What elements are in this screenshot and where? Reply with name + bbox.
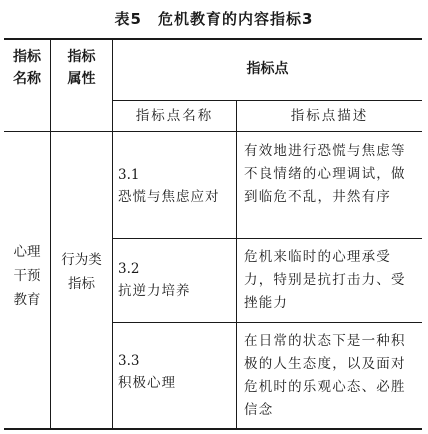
bottom-rule <box>4 428 422 430</box>
col-divider-2 <box>112 38 113 430</box>
header-indicator-attribute: 指标 属性 <box>67 49 96 87</box>
header-rule <box>4 131 422 132</box>
indicator-name: 心理 干预 教育 <box>13 244 41 308</box>
point-description: 危机来临时的心理承受力，特别是抗打击力、受挫能力 <box>244 249 406 311</box>
top-rule <box>4 38 422 40</box>
point-name-cell <box>118 258 234 302</box>
header-indicator-name: 指标 名称 <box>13 49 41 87</box>
row-rule-2 <box>112 322 422 323</box>
point-name-cell <box>118 350 234 394</box>
point-number: 3.2 <box>118 261 140 277</box>
point-number: 3.1 <box>118 167 140 183</box>
point-name: 恐慌与焦虑应对 <box>118 189 220 205</box>
point-name-cell <box>118 164 234 208</box>
col-divider-3 <box>236 100 237 430</box>
point-description: 有效地进行恐慌与焦虑等不良情绪的心理调试，做到临危不乱，井然有序 <box>244 143 406 205</box>
col-divider-1 <box>50 38 51 430</box>
indicator-attribute: 行为类 指标 <box>61 252 102 292</box>
point-name: 积极心理 <box>118 375 176 391</box>
header-point-name: 指标点名称 <box>135 108 214 124</box>
header-indicator-points: 指标点 <box>246 61 289 77</box>
indicator-table <box>4 38 422 430</box>
row-rule-1 <box>112 238 422 239</box>
point-number: 3.3 <box>118 353 140 369</box>
table-caption: 表5 危机教育的内容指标3 <box>114 10 314 28</box>
subheader-rule <box>112 100 422 101</box>
point-description: 在日常的状态下是一种积极的人生态度，以及面对危机时的乐观心态、必胜信念 <box>244 333 406 418</box>
point-name: 抗逆力培养 <box>118 283 191 299</box>
header-point-description: 指标点描述 <box>290 108 369 124</box>
